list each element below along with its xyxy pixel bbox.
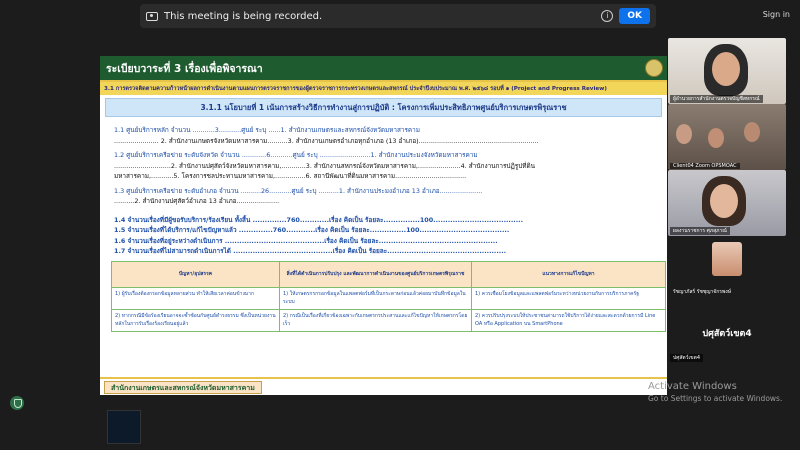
slide-header [100,56,667,82]
line-1-3-cont: ..........2. สำนักงานปศุสัตว์อำเภอ 13 อำเภอ..................... [114,197,280,205]
activate-windows-title: Activate Windows [648,381,737,392]
participant-name: ผู้อำนวยการสำนักงานตรวจบัญชีสหกรณ์ [670,95,763,103]
table-row [112,287,666,309]
table-cell: 2) ควรปรับปรุงระบบให้ประชาชนสามารถใช้บริการได้ง่ายและสะดวกด้วยการมี Line OA หรือ Application บน SmartPhone [472,309,666,331]
participant-video [744,122,760,142]
line-1-7: 1.7 จำนวนเรื่องที่ไม่สามารถดำเนินการได้ .........................................เรื่อง คิดเป็น ร้อยละ................................................. [114,247,507,255]
slide-subheader: 3.1 การตรวจติดตามความก้าวหน้าผลการดำเนินงานตามแผนการตรวจราชการของผู้ตรวจราชการกระทรวงเกษตรและสหกรณ์ ประจำปีงบประมาณ พ.ศ. ๒๕๖๘ รอบที่ ๑ (Project and Progress Review) [100,82,667,95]
activate-windows-watermark [648,381,782,403]
table-header: ปัญหา/อุปสรรค [112,261,280,287]
table-header: สิ่งที่ได้ดำเนินการปรับปรุง และพัฒนาการดำเนินงานของศูนย์บริการเกษตรพิรุณราช [280,261,472,287]
info-icon[interactable]: i [601,10,613,22]
participant-face [712,52,740,86]
participant-name: ผลงานราชการ ศุภสุภาณ์ [670,227,730,235]
security-shield-icon[interactable] [10,396,24,410]
line-1-2-cont: ............................2. สำนักงานปศุสัตว์จังหวัดมหาสารคาม,............3. สำนักงานสหกรณ์จังหวัดมหาสารคาม,.....................4. สำนักงานการปฏิรูปที่ดิน [114,161,535,170]
table-header: แนวทางการแก้ไขปัญหา [472,261,666,287]
issues-table [111,261,666,332]
recording-banner [140,4,656,28]
recording-icon [146,12,158,21]
participant-tile[interactable] [668,236,786,304]
table-cell: 1) ผู้รับเรื่องต้องกรอกข้อมูลหลายส่วน ทำให้เสียเวลาค่อนข้างมาก [112,287,280,309]
participant-name: ปศุสัตว์เขต4 [670,354,703,362]
self-view-thumbnail[interactable] [107,410,141,444]
table-cell: 1) ควรเชื่อมโยงข้อมูลและแพลตฟอร์มระหว่างหน่วยงานกับการบริการภาครัฐ [472,287,666,309]
slide-title: ระเบียบวาระที่ 3 เรื่องเพื่อพิจารณา [106,62,263,75]
line-1-2: 1.2 ศูนย์บริการเครือข่าย ระดับจังหวัด จำนวน ............6...........ศูนย์ ระบุ .........................1. สำนักงานประมงจังหวัดมหาสารคาม [114,151,478,159]
table-row [112,309,666,331]
line-1-5: 1.5 จำนวนเรื่องที่ได้บริการ/แก้ไขปัญหาแล้ว ..............760............เรื่อง คิดเป็น ร้อยละ...............100..................................... [114,226,510,234]
participant-name: Client04 Zoom OPSMOAC [670,163,740,169]
table-cell: 2) กรณีเป็นเรื่องที่เกี่ยวข้องเฉพาะกับเกษตรกรประสานและแก้ไขปัญหาให้เกษตรกรโดยเร็ว [280,309,472,331]
policy-title: 3.1.1 นโยบายที่ 1 เน้นการสร้างวิธีการทำงานสู่การปฏิบัติ : โครงการเพิ่มประสิทธิภาพศูนย์บริการเกษตรพิรุณราช [105,98,662,117]
recording-message: This meeting is being recorded. [164,10,323,22]
participant-display-name: ปศุสัตว์เขต4 [702,329,752,339]
participant-video [708,128,724,148]
participant-tile[interactable] [668,104,786,170]
table-cell: 1) ให้เกษตรกรกรอกข้อมูลในแพลตฟอร์มที่เป็นกระดาษก่อนแล้วค่อยมาบันทึกข้อมูลในระบบ [280,287,472,309]
line-1-4: 1.4 จำนวนเรื่องที่มีผู้ขอรับบริการ/ร้องเรียน ทั้งสิ้น ..............760............เรื่อง คิดเป็น ร้อยละ...............100..................................... [114,215,523,224]
footer-office-name: สำนักงานเกษตรและสหกรณ์จังหวัดมหาสารคาม [104,381,262,394]
line-1-1: 1.1 ศูนย์บริการหลัก จำนวน ...........3...........ศูนย์ ระบุ ......1. สำนักงานเกษตรและสหกรณ์จังหวัดมหาสารคาม [114,126,420,134]
line-1-2-cont2: มหาสารคาม,...........5. โครงการชลประทานมหาสารคาม,...............6. สถานีพัฒนาที่ดินมหาสารคาม................................... [114,172,467,180]
sign-in-button[interactable]: Sign in [762,10,790,19]
line-1-3: 1.3 ศูนย์บริการเครือข่าย ระดับอำเภอ จำนวน ..........26...........ศูนย์ ระบุ ..........1. สำนักงานประมงอำเภอ 13 อำเภอ..................... [114,186,483,195]
ok-button[interactable]: OK [619,8,650,24]
participant-avatar [712,242,742,276]
ministry-seal-icon [645,59,663,77]
shared-screen [100,56,667,395]
slide-body [100,117,667,257]
table-cell: 2) หากกรณีมีข้อร้องเรียนอาจจะซ้ำซ้อนกับศูนย์ดำรงธรรม ซึ่งเป็นหน่วยงานหลักในการรับเรื่องร้องเรียนอยู่แล้ว [112,309,280,331]
line-1-6: 1.6 จำนวนเรื่องที่อยู่ระหว่างดำเนินการ .........................................เรื่อง คิดเป็น ร้อยละ................................................. [114,236,498,245]
participant-face [710,184,738,218]
participant-tile[interactable] [668,304,786,370]
slide-footer [100,377,667,395]
participant-name: รัชญาภัสร์ รัชชุญาจักรพงษ์ [673,289,731,295]
participant-tile[interactable] [668,38,786,104]
participant-tile[interactable] [668,170,786,236]
table-header-row [112,261,666,287]
line-1-1-cont: ...................... 2. สำนักงานเกษตรจังหวัดมหาสารคาม..........3. สำนักงานเกษตรอำเภอทุกอำเภอ (13 อำเภอ)........................................................... [114,136,539,145]
participant-video [676,124,692,144]
activate-windows-subtitle: Go to Settings to activate Windows. [648,394,783,403]
